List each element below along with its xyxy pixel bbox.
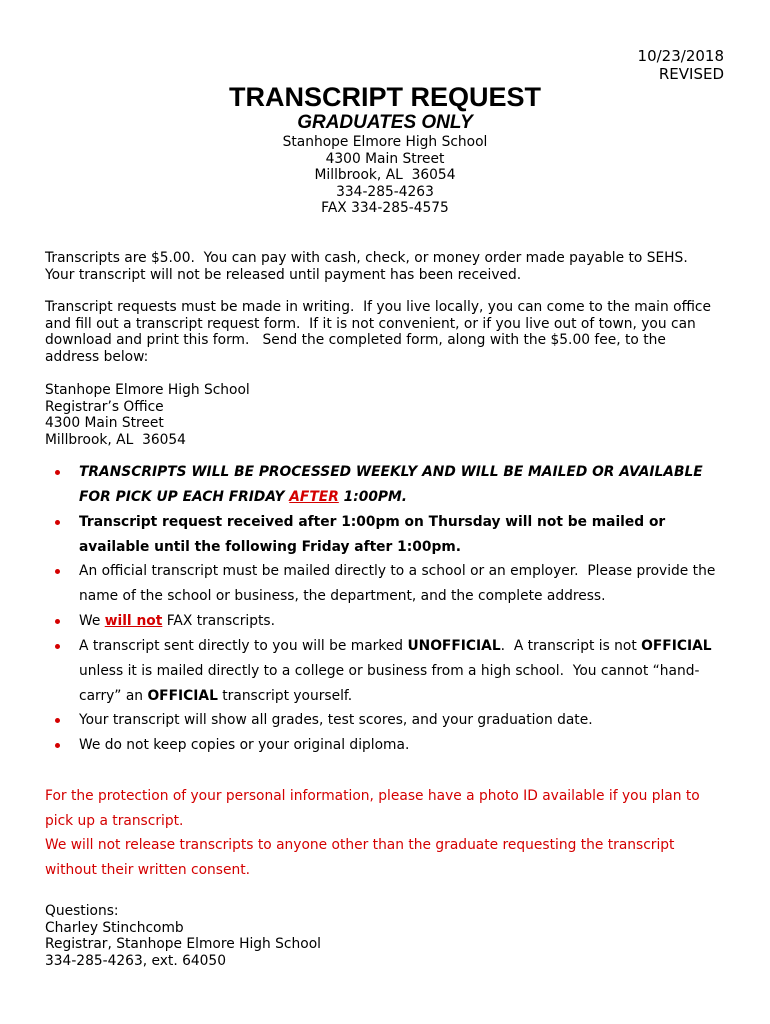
payment-paragraph [45,250,688,283]
bullet-text: Transcript request received after 1:00pm on Thursday will not be mailed or [79,513,666,530]
page-title: TRANSCRIPT REQUEST [228,82,542,112]
paragraph-line: address below: [45,349,149,366]
bullet-text: An official transcript must be mailed directly to a school or an employer. Please provide the [79,563,716,580]
bullet-text: Your transcript will show all grades, test scores, and your graduation date. [79,712,593,729]
bullet-text: available until the following Friday after 1:00pm. [79,538,461,555]
bullet-icon [55,520,60,525]
bullet-text: transcript yourself. [217,687,353,704]
request-paragraph [45,299,711,366]
list-item-unofficial-notice [45,634,735,709]
notice-line: We will not release transcripts to anyone other than the graduate requesting the transcript [45,837,675,854]
mailing-address [45,382,250,449]
bullet-icon [55,619,60,624]
emphasis-after: AFTER [289,488,339,505]
bullet-icon [55,569,60,574]
bullet-icon [55,718,60,723]
paragraph-line: Your transcript will not be released until payment has been received. [45,266,522,283]
bullet-text: unless it is mailed directly to a college or business from a high school. You cannot “hand- [79,662,700,679]
emphasis-official: OFFICIAL [147,687,218,704]
bullet-text: carry” an [79,687,148,704]
bullet-text: 1:00PM. [338,488,408,505]
list-item-no-copies [45,733,735,758]
list-item-processing-schedule [45,460,735,510]
consent-notice [45,833,700,882]
list-item-no-fax [45,609,735,634]
bullet-icon [55,470,60,475]
paragraph-line: Transcripts are $5.00. You can pay with cash, check, or money order made payable to SEHS. [45,250,688,266]
bullet-text: FOR PICK UP EACH FRIDAY [79,488,290,505]
address-school: Stanhope Elmore High School [45,382,250,398]
contact-heading: Questions: [45,903,119,919]
address-city: Millbrook, AL 36054 [45,432,186,449]
bullet-text-line [79,485,735,510]
paragraph-line: download and print this form. Send the completed form, along with the $5.00 fee, to the [45,332,666,349]
privacy-notices [45,784,700,883]
school-fax: FAX 334-285-4575 [321,200,449,216]
list-item-thursday-cutoff [45,510,735,560]
bullet-text: . A transcript is not [500,637,642,654]
paragraph-line: Transcript requests must be made in writing. If you live locally, you can come to the main office [45,299,711,315]
address-street: 4300 Main Street [45,415,164,432]
revision-block [638,47,724,83]
contact-block [45,903,321,970]
revision-date: 10/23/2018 [637,47,724,65]
school-street: 4300 Main Street [325,150,445,167]
school-city: Millbrook, AL 36054 [314,167,456,183]
page-subtitle: GRADUATES ONLY [297,112,473,133]
emphasis-official: OFFICIAL [641,637,712,654]
address-office: Registrar’s Office [45,398,164,415]
emphasis-unofficial: UNOFFICIAL [407,637,501,654]
bullet-text: We do not keep copies or your original diploma. [79,737,410,754]
notice-line: For the protection of your personal information, please have a photo ID available if you plan to [45,788,700,804]
revision-label: REVISED [658,65,724,83]
contact-title: Registrar, Stanhope Elmore High School [45,936,321,953]
bullet-text: A transcript sent directly to you will be marked [79,637,408,654]
list-item-transcript-contents [45,708,735,733]
school-phone: 334-285-4263 [336,183,434,200]
notice-line: pick up a transcript. [45,812,184,829]
bullet-text-line [79,684,735,709]
bullet-text: TRANSCRIPTS WILL BE PROCESSED WEEKLY AND WILL BE MAILED OR AVAILABLE [79,464,703,480]
bullet-text-line [79,609,735,634]
photo-id-notice [45,784,700,833]
bullet-icon [55,743,60,748]
bullet-text: We [79,613,105,630]
bullet-icon [55,644,60,649]
contact-name: Charley Stinchcomb [45,919,184,936]
bullet-text: FAX transcripts. [162,613,275,630]
contact-phone: 334-285-4263, ext. 64050 [45,953,226,970]
bullet-text-line [79,634,735,659]
school-contact-header [0,134,770,217]
school-name: Stanhope Elmore High School [282,134,488,150]
list-item-official-transcript [45,559,735,609]
paragraph-line: and fill out a transcript request form. If it is not convenient, or if you live out of town, you can [45,315,696,332]
policy-list [45,460,735,758]
notice-line: without their written consent. [45,862,250,879]
emphasis-will-not: will not [104,613,163,630]
bullet-text: name of the school or business, the department, and the complete address. [79,588,606,605]
